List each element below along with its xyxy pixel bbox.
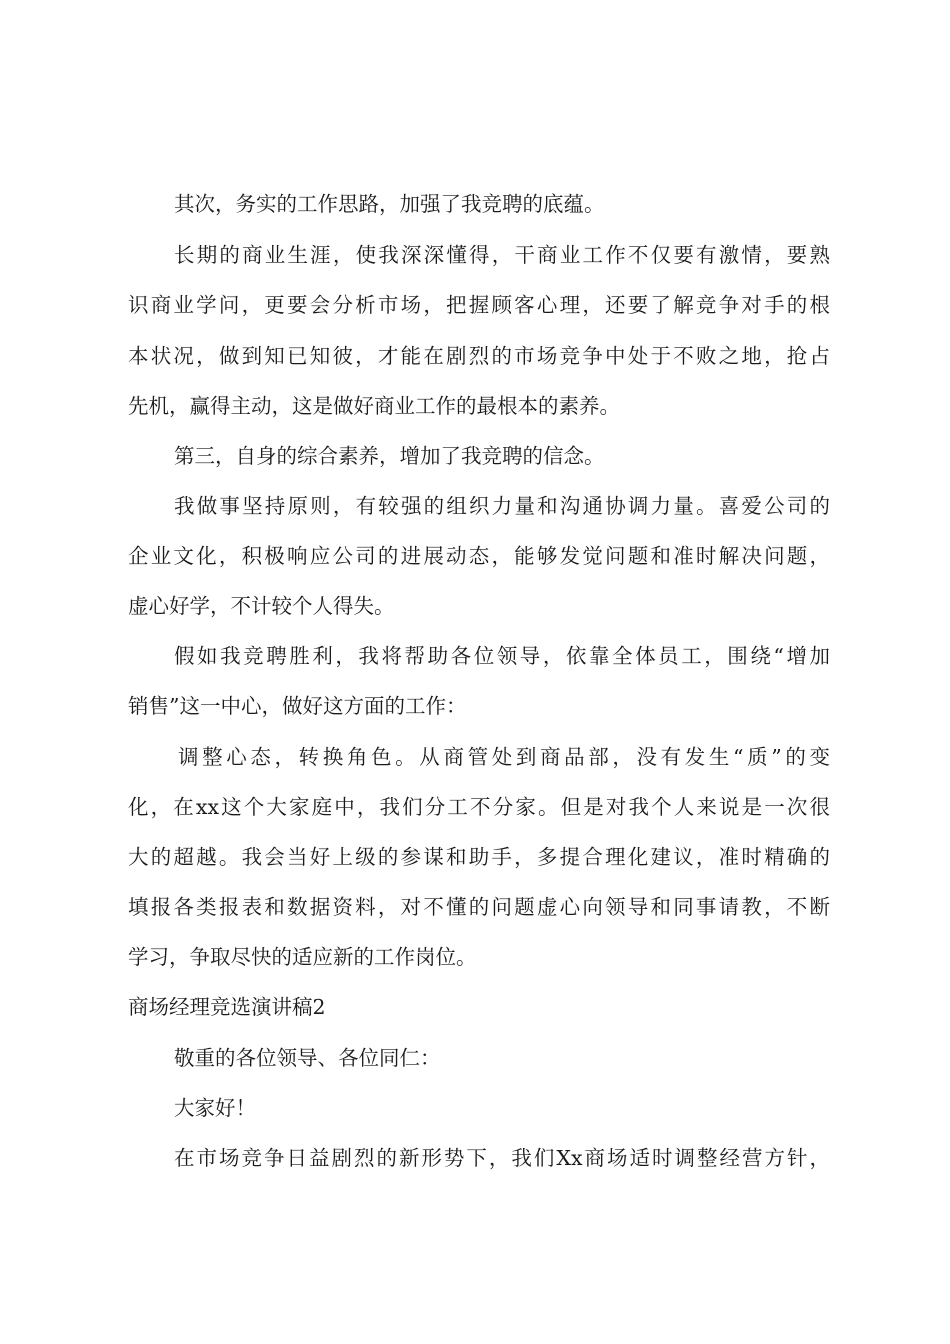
section-heading: 商场经理竞选演讲稿2 [128, 995, 326, 1019]
paragraph-line: 其次，务实的工作思路，加强了我竞聘的底蕴。 [174, 192, 605, 216]
greeting-line: 大家好！ [174, 1096, 256, 1120]
paragraph-line: 本状况，做到知已知彼，才能在剧烈的市场竞争中处于不败之地，抢占 [128, 344, 830, 368]
paragraph-line: 企业文化，积极响应公司的进展动态，能够发觉问题和准时解决问题， [128, 544, 830, 568]
paragraph-line: 在市场竞争日益剧烈的新形势下，我们Xx商场适时调整经营方针， [174, 1146, 830, 1170]
paragraph-line: 填报各类报表和数据资料，对不懂的问题虚心向领导和同事请教，不断 [128, 895, 830, 919]
paragraph-line: 学习，争取尽快的适应新的工作岗位。 [128, 945, 477, 969]
paragraph-line: 识商业学问，更要会分析市场，把握顾客心理，还要了解竞争对手的根 [128, 293, 830, 317]
paragraph-line: 我做事坚持原则，有较强的组织力量和沟通协调力量。喜爱公司的 [174, 494, 830, 518]
paragraph-line: 虚心好学，不计较个人得失。 [128, 594, 395, 618]
paragraph-line: 长期的商业生涯，使我深深懂得，干商业工作不仅要有激情，要熟 [174, 243, 830, 267]
paragraph-line: 先机，赢得主动，这是做好商业工作的最根本的素养。 [128, 394, 620, 418]
salutation-line: 敬重的各位领导、各位同仁： [174, 1046, 441, 1070]
paragraph-line: 销售”这一中心，做好这方面的工作： [128, 694, 467, 718]
paragraph-line: 化，在xx这个大家庭中，我们分工不分家。但是对我个人来说是一次很 [128, 795, 830, 819]
paragraph-line: 第三，自身的综合素养，增加了我竞聘的信念。 [174, 444, 605, 468]
paragraph-line: 调整心态，转换角色。从商管处到商品部，没有发生“质”的变 [178, 745, 830, 769]
paragraph-line: 假如我竞聘胜利，我将帮助各位领导，依靠全体员工，围绕“增加 [174, 644, 830, 668]
paragraph-line: 大的超越。我会当好上级的参谋和助手，多提合理化建议，准时精确的 [128, 845, 830, 869]
